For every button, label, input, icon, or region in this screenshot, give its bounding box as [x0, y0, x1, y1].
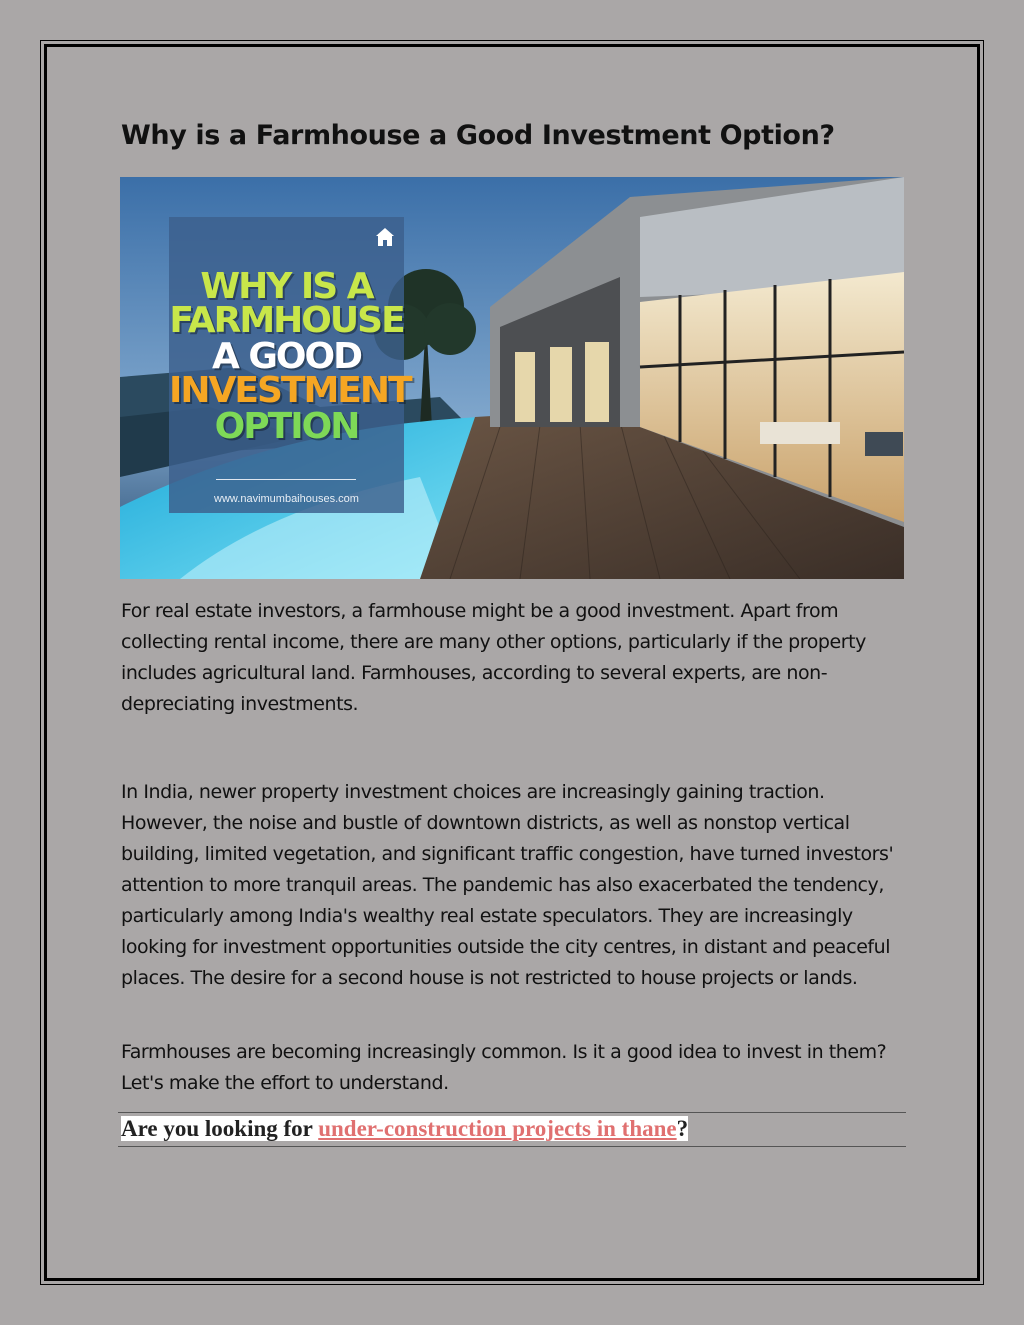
home-icon: [373, 225, 397, 249]
paragraph-india: In India, newer property investment choices are increasingly gaining traction. However, the noise and bustle of downtown districts, as well as nonstop vertical building, limited vegetation, and significant traffic congestion, have turned investors' attention to more tranquil areas. The pandemic has also exacerbated the tendency, particularly among India's wealthy real estate speculators. They are increasingly looking for investment opportunities outside the city centres, in distant and peaceful places. The desire for a second house is not restricted to house projects or lands.: [121, 781, 894, 989]
title-overlay-card: [169, 217, 411, 513]
card-line-5: OPTION: [214, 406, 359, 447]
card-line-3: A GOOD: [211, 336, 362, 377]
card-url: www.navimumbaihouses.com: [214, 493, 359, 505]
article-title: Why is a Farmhouse a Good Investment Option?: [121, 120, 835, 151]
promo-prefix: Are you looking for: [121, 1116, 319, 1141]
promo-suffix: ?: [676, 1116, 689, 1141]
card-divider: [216, 479, 356, 480]
paragraph-closing: Farmhouses are becoming increasingly common. Is it a good idea to invest in them? Let's make the effort to understand.: [121, 1041, 887, 1094]
card-line-1: WHY IS A: [200, 266, 373, 307]
card-line-4: INVESTMENT: [169, 370, 411, 411]
paragraph-intro: For real estate investors, a farmhouse might be a good investment. Apart from collecting rental income, there are many other options, particularly if the property includes agricultural land. Farmhouses, according to several experts, are non-depreciating investments.: [121, 600, 866, 715]
card-line-2: FARMHOUSE: [169, 300, 404, 341]
promo-line: [121, 1116, 688, 1142]
promo-link[interactable]: under-construction projects in thane: [318, 1116, 677, 1141]
hero-image: [120, 177, 904, 579]
